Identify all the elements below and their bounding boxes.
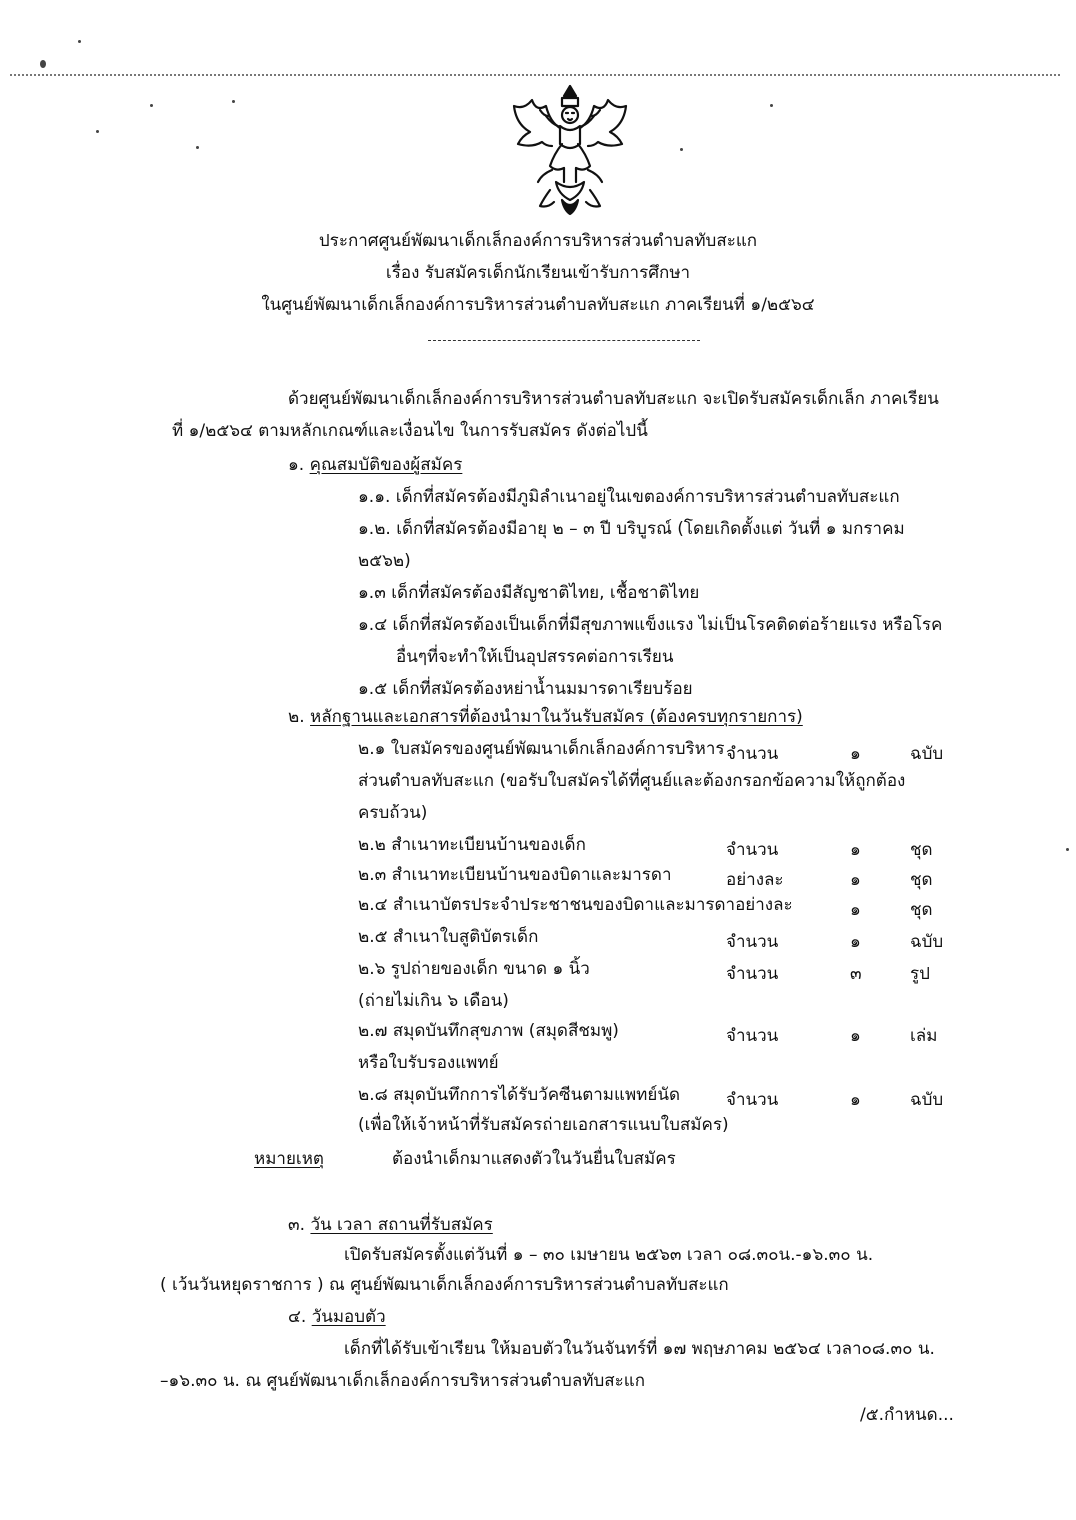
doc-item-2-count: ๑ [850, 840, 861, 860]
doc-item-8-cont: (เพื่อให้เจ้าหน้าที่รับสมัครถ่ายเอกสารแนบใบสมัคร) [358, 1115, 729, 1135]
doc-item-2: ๒.๒ สำเนาทะเบียนบ้านของเด็ก [358, 835, 586, 855]
section-4-line-2: –๑๖.๓๐ น. ณ ศูนย์พัฒนาเด็กเล็กองค์การบริหารส่วนตำบลทับสะแก [160, 1371, 646, 1391]
garuda-emblem-icon [506, 82, 634, 218]
intro-line-2: ที่ ๑/๒๕๖๔ ตามหลักเกณฑ์และเงื่อนไข ในการรับสมัคร ดังต่อไปนี้ [172, 421, 648, 441]
scan-speck [40, 60, 46, 68]
doc-item-1-cont: ส่วนตำบลทับสะแก (ขอรับใบสมัครได้ที่ศูนย์และต้องกรอกข้อความให้ถูกต้อง [358, 771, 906, 791]
doc-item-1-qty-label: จำนวน [726, 744, 779, 764]
doc-item-3-unit: ชุด [910, 870, 933, 890]
doc-item-5-qty-label: จำนวน [726, 932, 779, 952]
page-continuation: /๕.กำหนด... [860, 1405, 954, 1425]
section-1-item-1: ๑.๑. เด็กที่สมัครต้องมีภูมิลำเนาอยู่ในเขตองค์การบริหารส่วนตำบลทับสะแก [358, 487, 900, 507]
section-4-line-1: เด็กที่ได้รับเข้าเรียน ให้มอบตัวในวันจันทร์ที่ ๑๗ พฤษภาคม ๒๕๖๔ เวลา๐๘.๓๐ น. [344, 1339, 935, 1359]
doc-item-7-cont: หรือใบรับรองแพทย์ [358, 1053, 499, 1073]
doc-item-4-count: ๑ [850, 900, 861, 920]
doc-item-4: ๒.๔ สำเนาบัตรประจำประชาชนของบิดาและมารดาอย่างละ [358, 895, 793, 915]
doc-item-8-unit: ฉบับ [910, 1090, 944, 1110]
section-2-title: หลักฐานและเอกสารที่ต้องนำมาในวันรับสมัคร (ต้องครบทุกรายการ) [310, 707, 803, 727]
doc-item-5: ๒.๕ สำเนาใบสูติบัตรเด็ก [358, 927, 539, 947]
note-label: หมายเหตุ [254, 1149, 324, 1169]
doc-item-7-qty-label: จำนวน [726, 1026, 779, 1046]
scan-speck [232, 100, 235, 103]
doc-item-8: ๒.๘ สมุดบันทึกการได้รับวัคซีนตามแพทย์นัด [358, 1085, 681, 1105]
section-3-title: วัน เวลา สถานที่รับสมัคร [310, 1215, 493, 1235]
section-1-heading [288, 456, 462, 476]
scan-speck [96, 130, 99, 133]
doc-item-1-cont-2: ครบถ้วน) [358, 803, 428, 823]
doc-item-6-count: ๓ [850, 964, 862, 984]
doc-item-5-unit: ฉบับ [910, 932, 944, 952]
doc-item-1: ๒.๑ ใบสมัครของศูนย์พัฒนาเด็กเล็กองค์การบริหาร [358, 739, 725, 759]
doc-item-4-unit: ชุด [910, 900, 933, 920]
note-text: ต้องนำเด็กมาแสดงตัวในวันยื่นใบสมัคร [392, 1149, 676, 1169]
doc-item-3-qty-label: อย่างละ [726, 870, 784, 890]
section-2-number: ๒. [288, 707, 305, 727]
header-line-1: ประกาศศูนย์พัฒนาเด็กเล็กองค์การบริหารส่วนตำบลทับสะแก [318, 231, 758, 251]
scan-speck [680, 148, 683, 151]
section-3-heading [288, 1216, 493, 1236]
section-3-line-2: ( เว้นวันหยุดราชการ ) ณ ศูนย์พัฒนาเด็กเล็กองค์การบริหารส่วนตำบลทับสะแก [160, 1275, 729, 1295]
section-3-line-1: เปิดรับสมัครตั้งแต่วันที่ ๑ – ๓๐ เมษายน ๒๕๖๓ เวลา ๐๘.๓๐น.-๑๖.๓๐ น. [344, 1245, 874, 1265]
doc-item-6-unit: รูป [910, 964, 930, 984]
header-line-2: เรื่อง รับสมัครเด็กนักเรียนเข้ารับการศึกษา [385, 263, 691, 283]
doc-item-3-count: ๑ [850, 870, 861, 890]
doc-item-6: ๒.๖ รูปถ่ายของเด็ก ขนาด ๑ นิ้ว [358, 959, 590, 979]
scan-speck [770, 104, 773, 107]
header-line-3: ในศูนย์พัฒนาเด็กเล็กองค์การบริหารส่วนตำบลทับสะแก ภาคเรียนที่ ๑/๒๕๖๔ [261, 295, 815, 315]
section-1-title: คุณสมบัติของผู้สมัคร [309, 455, 463, 475]
section-1-item-4-cont: อื่นๆที่จะทำให้เป็นอุปสรรคต่อการเรียน [396, 647, 674, 667]
doc-item-6-cont: (ถ่ายไม่เกิน ๖ เดือน) [358, 991, 509, 1011]
doc-item-2-qty-label: จำนวน [726, 840, 779, 860]
doc-item-8-qty-label: จำนวน [726, 1090, 779, 1110]
section-2-heading [288, 708, 803, 728]
header-separator [428, 340, 700, 341]
section-3-number: ๓. [288, 1215, 306, 1235]
doc-item-6-qty-label: จำนวน [726, 964, 779, 984]
doc-item-7-unit: เล่ม [910, 1026, 938, 1046]
doc-item-7: ๒.๗ สมุดบันทึกสุขภาพ (สมุดสีชมพู) [358, 1021, 619, 1041]
section-4-number: ๔. [288, 1307, 307, 1327]
intro-line-1: ด้วยศูนย์พัฒนาเด็กเล็กองค์การบริหารส่วนตำบลทับสะแก จะเปิดรับสมัครเด็กเล็ก ภาคเรียน [288, 389, 939, 409]
doc-item-5-count: ๑ [850, 932, 861, 952]
section-1-item-3: ๑.๓ เด็กที่สมัครต้องมีสัญชาติไทย, เชื้อชาติไทย [358, 583, 700, 603]
doc-item-1-unit: ฉบับ [910, 744, 944, 764]
section-4-title: วันมอบตัว [311, 1307, 386, 1327]
section-4-heading [288, 1308, 386, 1328]
doc-item-1-count: ๑ [850, 744, 861, 764]
section-1-item-4: ๑.๔ เด็กที่สมัครต้องเป็นเด็กที่มีสุขภาพแข็งแรง ไม่เป็นโรคติดต่อร้ายแรง หรือโรค [358, 615, 943, 635]
section-1-item-2-cont: ๒๕๖๒) [358, 551, 411, 571]
doc-item-7-count: ๑ [850, 1026, 861, 1046]
section-1-item-2: ๑.๒. เด็กที่สมัครต้องมีอายุ ๒ – ๓ ปี บริบูรณ์ (โดยเกิดตั้งแต่ วันที่ ๑ มกราคม [358, 519, 905, 539]
doc-item-8-count: ๑ [850, 1090, 861, 1110]
section-1-number: ๑. [288, 455, 305, 475]
scan-speck [1066, 848, 1069, 851]
doc-item-2-unit: ชุด [910, 840, 933, 860]
section-1-item-5: ๑.๕ เด็กที่สมัครต้องหย่าน้ำนมมารดาเรียบร้อย [358, 679, 693, 699]
scan-artifact-line [10, 74, 1060, 76]
scan-speck [196, 146, 199, 149]
scan-speck [78, 40, 81, 43]
doc-item-3: ๒.๓ สำเนาทะเบียนบ้านของบิดาและมารดา [358, 865, 672, 885]
scan-speck [150, 104, 153, 107]
